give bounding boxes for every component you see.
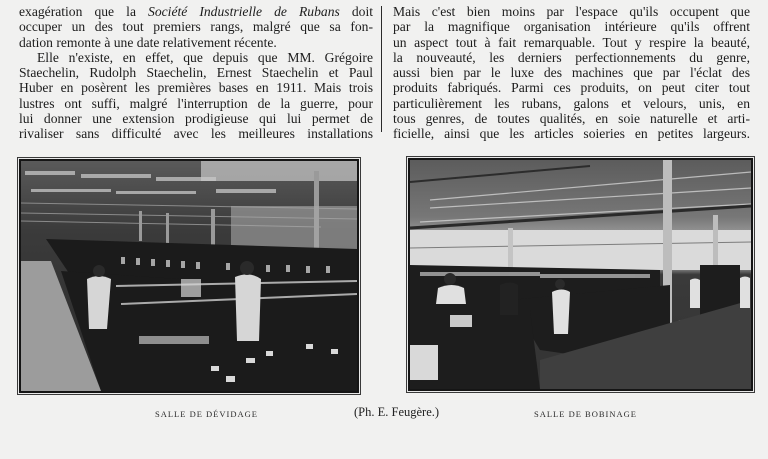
text-segment: Huber en posèrent les premières bases en 1911. Mais trois [19, 80, 373, 96]
text-line [19, 4, 373, 19]
text-line [393, 65, 750, 80]
article-column-right [393, 4, 750, 142]
text-segment: aussi bien par le luxe des machines que par l'éclat des [393, 65, 750, 81]
text-line [393, 4, 750, 19]
text-segment: Elle n'existe, en effet, que depuis que MM. Grégoire [37, 49, 373, 65]
photo-salle-de-bobinage [408, 158, 753, 391]
text-segment: occuper un des tout premiers rangs, malgré que sa fon- [19, 19, 373, 35]
text-line [393, 35, 750, 50]
text-line [19, 96, 373, 111]
text-line [393, 111, 750, 126]
column-divider [381, 6, 382, 132]
text-segment: dation remonte à une date relativement récente. [19, 34, 277, 50]
text-segment: un aspect tout à fait remarquable. Tout y respire la beauté, [393, 34, 750, 50]
text-segment: rivaliser sans difficulté avec les meilleures installations [19, 126, 373, 142]
text-segment: lustres ont suffi, malgré l'interruption de la guerre, pour [19, 95, 373, 111]
text-line [19, 35, 373, 50]
article-column-left [19, 4, 373, 142]
figure-caption-right: SALLE DE BOBINAGE [534, 409, 637, 419]
text-segment: tous genres, de toutes qualités, en soie naturelle et arti- [393, 111, 750, 127]
text-line [19, 65, 373, 80]
text-line [19, 80, 373, 95]
text-segment: particulièrement les rubans, galons et velours, unis, en [393, 95, 750, 111]
text-segment: par la magnifique organisation intérieure qu'ils offrent [393, 19, 750, 35]
text-line [393, 19, 750, 34]
photo-salle-de-devidage [19, 159, 359, 393]
figure-caption-left: SALLE DE DÉVIDAGE [155, 409, 258, 419]
text-segment: exagération que la [19, 4, 149, 19]
text-segment: la nouveauté, les derniers perfectionnements du genre, [393, 49, 750, 65]
text-segment: ficielle, ainsi que les articles soieries en petites largeurs. [393, 126, 750, 142]
text-line [393, 126, 750, 141]
text-line [393, 96, 750, 111]
winding-room-photo-icon [21, 161, 357, 391]
text-line [19, 111, 373, 126]
italic-text: Société Industrielle de Rubans [148, 4, 340, 19]
bobbin-room-photo-icon [410, 160, 751, 389]
text-line [393, 50, 750, 65]
text-line [19, 19, 373, 34]
text-segment: lui donner une extension prodigieuse qui lui permet de [19, 111, 373, 127]
text-segment: Mais c'est bien moins par l'espace qu'ils occupent que [393, 4, 750, 19]
text-line [19, 126, 373, 141]
text-segment: produits fabriqués. Parmi ces produits, on peut citer tout [393, 80, 750, 96]
text-line [393, 80, 750, 95]
text-segment: doit [339, 4, 373, 19]
text-line [19, 50, 373, 65]
text-segment: Staechelin, Rudolph Staechelin, Ernest Staechelin et Paul [19, 65, 373, 81]
photo-credit: (Ph. E. Feugère.) [354, 405, 440, 419]
